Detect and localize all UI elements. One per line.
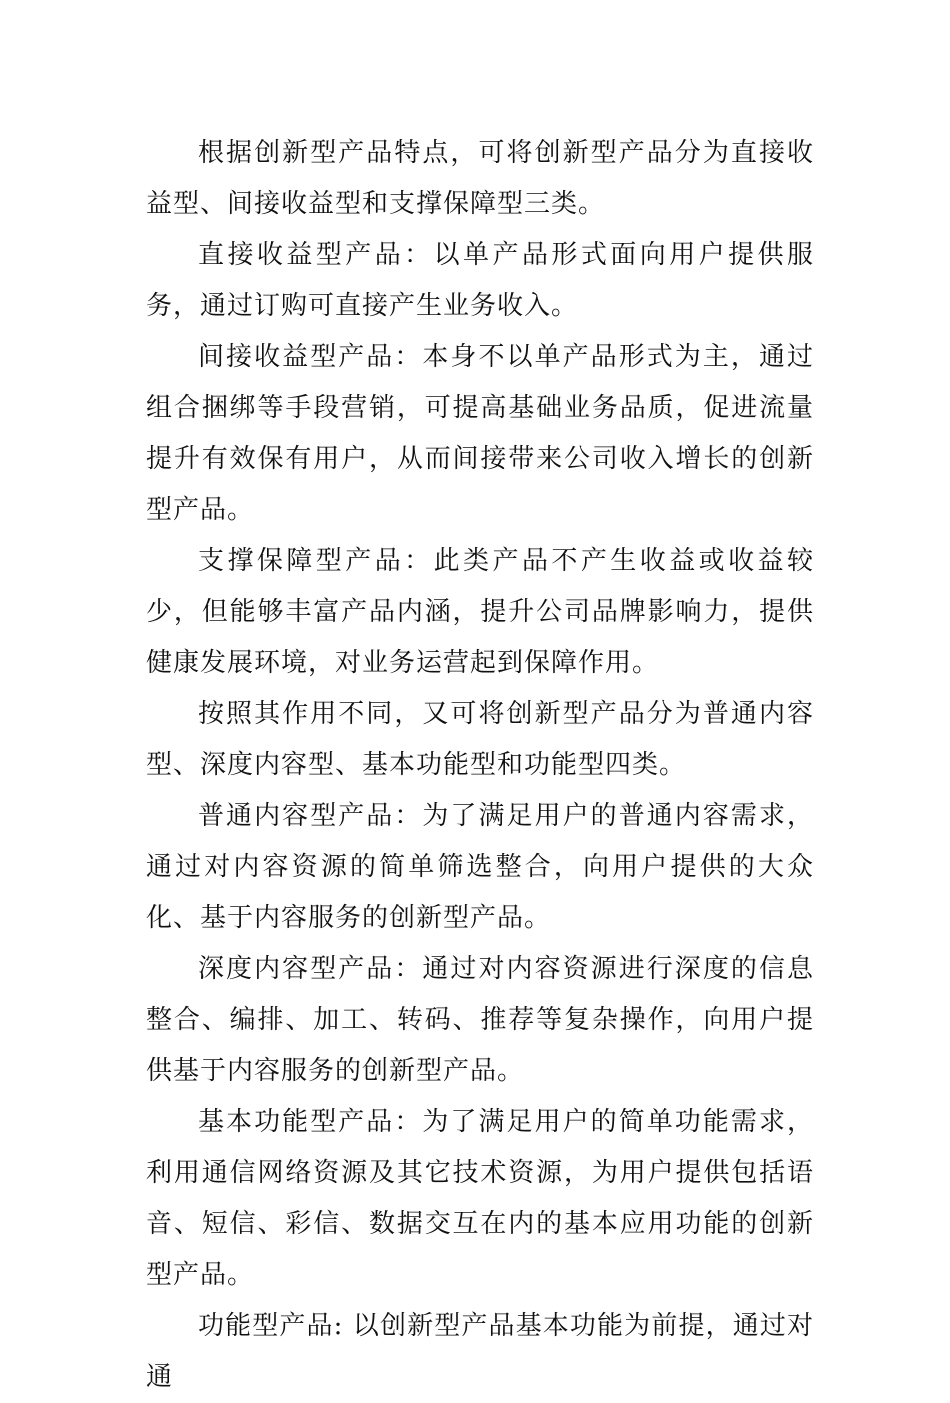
paragraph-support-guarantee: 支撑保障型产品：此类产品不产生收益或收益较少，但能够丰富产品内涵，提升公司品牌影响力，提供健康发展环境，对业务运营起到保障作用。 <box>146 546 814 678</box>
paragraph-general-content: 普通内容型产品：为了满足用户的普通内容需求，通过对内容资源的简单筛选整合，向用户提供的大众化、基于内容服务的创新型产品。 <box>146 801 814 933</box>
paragraph-function-categories-intro: 按照其作用不同，又可将创新型产品分为普通内容型、深度内容型、基本功能型和功能型四类。 <box>146 699 814 780</box>
paragraph-basic-function: 基本功能型产品：为了满足用户的简单功能需求，利用通信网络资源及其它技术资源，为用户提供包括语音、短信、彩信、数据交互在内的基本应用功能的创新型产品。 <box>146 1107 814 1290</box>
document-body <box>146 128 814 1403</box>
paragraph-indirect-revenue: 间接收益型产品：本身不以单产品形式为主，通过组合捆绑等手段营销，可提高基础业务品质，促进流量提升有效保有用户，从而间接带来公司收入增长的创新型产品。 <box>146 342 814 525</box>
paragraph-direct-revenue: 直接收益型产品：以单产品形式面向用户提供服务，通过订购可直接产生业务收入。 <box>146 240 814 321</box>
paragraph-product-categories-intro: 根据创新型产品特点，可将创新型产品分为直接收益型、间接收益型和支撑保障型三类。 <box>146 138 814 219</box>
paragraph-deep-content: 深度内容型产品：通过对内容资源进行深度的信息整合、编排、加工、转码、推荐等复杂操作，向用户提供基于内容服务的创新型产品。 <box>146 954 814 1086</box>
paragraph-function-type: 功能型产品: 以创新型产品基本功能为前提，通过对通 <box>146 1311 814 1392</box>
